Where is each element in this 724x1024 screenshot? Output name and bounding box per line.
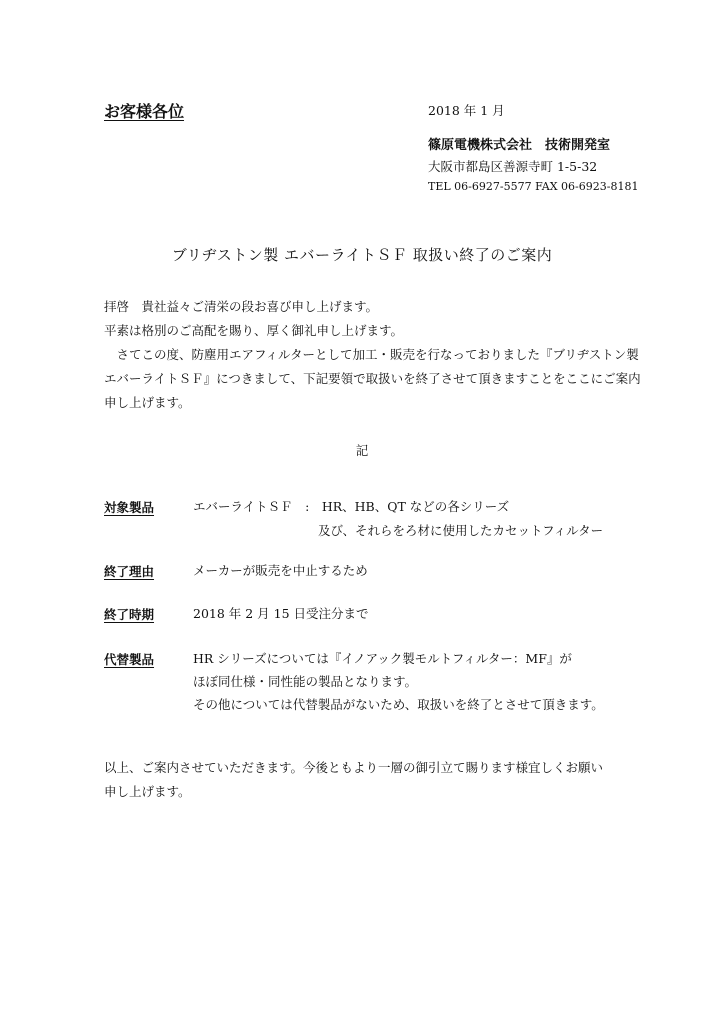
- ki-heading: 記: [355, 443, 369, 458]
- target-value-line2: 及び、それらをろ材に使用したカセットフィルター: [318, 523, 604, 538]
- greeting-line: さてこの度、防塵用エアフィルターとして加工・販売を行なっておりました『ブリヂストン製: [104, 347, 639, 362]
- reason-value: メーカーが販売を中止するため: [193, 563, 368, 578]
- greeting-line: 平素は格別のご高配を賜り、厚く御礼申し上げます。: [104, 323, 404, 338]
- greeting-line: 申し上げます。: [104, 395, 191, 410]
- issue-date: 2018 年 1 月: [428, 103, 505, 118]
- target-label: 対象製品: [104, 500, 155, 515]
- substitute-label: 代替製品: [104, 652, 155, 667]
- company-address: 大阪市都島区善源寺町 1-5-32: [428, 159, 598, 174]
- closing-line: 以上、ご案内させていただきます。今後ともより一層の御引立て賜ります様宜しくお願い: [104, 760, 604, 775]
- substitute-line: ほぼ同仕様・同性能の製品となります。: [193, 674, 418, 689]
- target-value: エバーライトＳＦ : HR、HB、QT などの各シリーズ: [193, 499, 510, 514]
- substitute-line: その他については代替製品がないため、取扱いを終了とさせて頂きます。: [193, 697, 604, 712]
- company-tel-fax: TEL 06-6927-5577 FAX 06-6923-8181: [428, 180, 639, 193]
- company-name: 篠原電機株式会社 技術開発室: [428, 138, 611, 153]
- document-title: ブリヂストン製 エバーライトＳＦ 取扱い終了のご案内: [171, 246, 553, 264]
- reason-label: 終了理由: [104, 564, 155, 579]
- recipient-heading: お客様各位: [104, 102, 185, 121]
- period-value: 2018 年 2 月 15 日受注分まで: [193, 606, 369, 621]
- period-label: 終了時期: [104, 607, 155, 622]
- greeting-line: エバーライトＳＦ』につきまして、下記要領で取扱いを終了させて頂きますことをここにご案内: [104, 371, 641, 386]
- substitute-line: HR シリーズについては『イノアック製モルトフィルター：MF』が: [193, 651, 572, 666]
- closing-line: 申し上げます。: [104, 784, 191, 799]
- greeting-line: 拝啓 貴社益々ご清栄の段お喜び申し上げます。: [104, 299, 379, 314]
